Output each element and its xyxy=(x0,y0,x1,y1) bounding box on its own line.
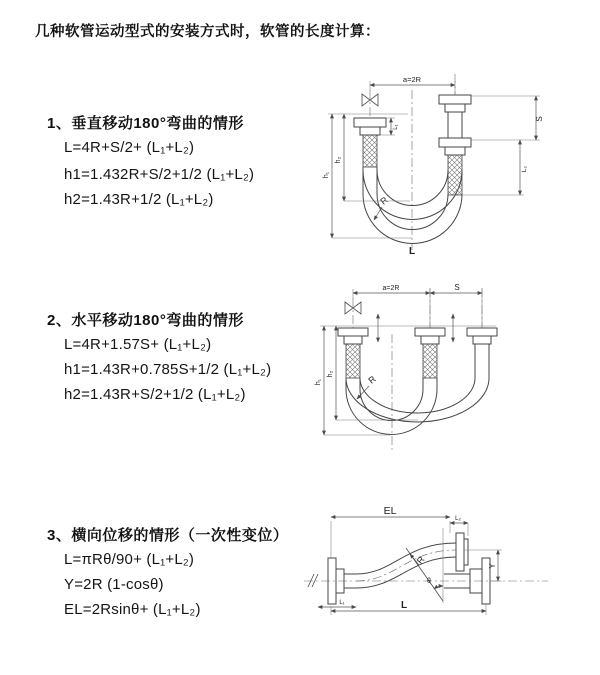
section-2-formula-h2: h2=1.43R+S/2+1/2 (L₁+L₂) xyxy=(64,386,246,403)
d1-l1-label: L₁ xyxy=(393,124,399,130)
d2-radius-label: R xyxy=(366,373,378,386)
page-title: 几种软管运动型式的安装方式时，软管的长度计算： xyxy=(35,24,380,40)
d3-radius-label: R xyxy=(414,554,427,566)
section-2-heading: 2、水平移动180°弯曲的情形 xyxy=(47,312,244,329)
d2-h1-label: h₁ xyxy=(315,378,322,386)
l-dimension xyxy=(331,600,486,615)
section-3-formula-L: L=πRθ/90+ (L₁+L₂) xyxy=(64,551,195,568)
pipe-break-icon xyxy=(308,574,318,587)
d3-el-label: EL xyxy=(383,505,397,517)
radius-callout xyxy=(374,194,390,220)
height-dimensions xyxy=(323,114,412,238)
middle-pipe-assembly xyxy=(415,328,445,378)
d3-l1-label: L₁ xyxy=(339,600,345,606)
el-dimension xyxy=(331,505,450,558)
d1-h2-label: h₂ xyxy=(335,156,342,164)
d2-h2-label: h₂ xyxy=(327,370,334,378)
d1-h1-label: h₁ xyxy=(323,171,330,179)
d3-length-label: L xyxy=(400,600,408,611)
section-2-formula-L: L=4R+1.57S+ (L₁+L₂) xyxy=(64,336,212,353)
section-1-formula-h1: h1=1.432R+S/2+1/2 (L₁+L₂) xyxy=(64,166,255,183)
d1-top-span-label: a=2R xyxy=(402,75,422,84)
right-pipe-assembly xyxy=(467,328,497,357)
radius-callout xyxy=(410,554,427,566)
section-3-heading: 3、横向位移的情形（一次性变位） xyxy=(47,527,289,544)
section-3-formula-EL: EL=2Rsinθ+ (L₁+L₂) xyxy=(64,601,201,618)
section-1-heading: 1、垂直移动180°弯曲的情形 xyxy=(47,115,244,132)
d2-top-span-label: a=2R xyxy=(382,285,400,292)
right-pipe-assembly xyxy=(439,95,471,195)
d3-y-label: Y xyxy=(488,563,497,569)
diagram-vertical-180-bend xyxy=(312,70,598,258)
left-pipe-assembly xyxy=(338,328,368,378)
centerlines xyxy=(370,74,455,250)
d1-length-label: L xyxy=(408,246,416,257)
l1-dimension xyxy=(318,600,356,607)
diagram-horizontal-180-bend xyxy=(310,282,600,457)
section-1-formula-L: L=4R+S/2+ (L₁+L₂) xyxy=(64,139,195,156)
hose-u-curves xyxy=(346,357,489,435)
d2-s-label: S xyxy=(454,283,460,292)
section-3-formula-Y: Y=2R (1-cosθ) xyxy=(64,576,164,593)
d1-l2-label: L₂ xyxy=(521,165,528,173)
d3-l2-label: L₂ xyxy=(455,516,461,522)
section-1-formula-h2: h2=1.43R+1/2 (L₁+L₂) xyxy=(64,191,214,208)
d1-s-label: S xyxy=(535,116,544,122)
d1-radius-label: R xyxy=(378,194,390,207)
top-span-dimensions xyxy=(353,283,482,326)
centerlines xyxy=(353,288,482,452)
diagram-lateral-displacement xyxy=(298,503,600,643)
d3-theta-label: θ xyxy=(427,578,431,585)
section-2-formula-h1: h1=1.43R+0.785S+1/2 (L₁+L₂) xyxy=(64,361,272,378)
theta-construction xyxy=(406,528,443,603)
hose-u-curves xyxy=(363,167,462,244)
left-pipe-assembly xyxy=(354,118,386,167)
upper-flange xyxy=(456,533,468,571)
stroke-dimensions xyxy=(462,96,544,195)
top-span-dimension xyxy=(370,75,455,94)
